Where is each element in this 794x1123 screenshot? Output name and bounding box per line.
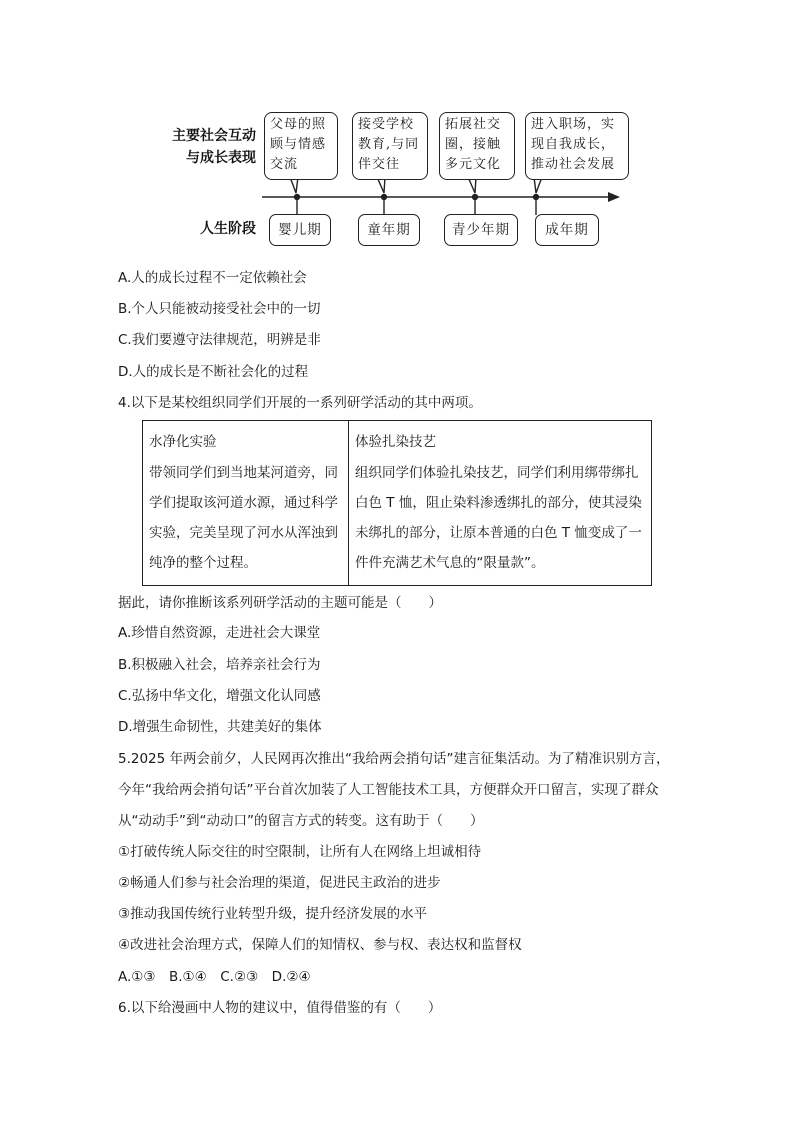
bubble-line: 推动社会发展 — [531, 157, 616, 172]
row-label-line: 主要社会互动 — [172, 128, 256, 144]
table-cell-tiedye — [349, 421, 651, 585]
q4-question: 据此，请你推断该系列研学活动的主题可能是（ ） — [118, 595, 442, 611]
q3-option-c: C.我们要遵守法律规范，明辨是非 — [118, 332, 321, 348]
stage-adulthood: 成年期 — [535, 214, 599, 246]
q3-option-a: A.人的成长过程不一定依赖社会 — [118, 270, 307, 286]
bubble-infancy — [264, 112, 338, 180]
bubble-line: 顾与情感 — [270, 137, 327, 152]
q5-stem-line: 5.2025 年两会前夕，人民网再次推出“我给两会捎句话”建言征集活动。为了精准识别方言， — [118, 751, 670, 767]
cell-title: 体验扎染技艺 — [355, 434, 436, 450]
bubble-line: 接受学校 — [358, 117, 415, 132]
q5-statement-3: ③推动我国传统行业转型升级，提升经济发展的水平 — [118, 906, 428, 922]
bubble-line: 圈，接触 — [445, 137, 502, 152]
cell-line: 白色 T 恤，阻止染料渗透绑扎的部分，使其浸染 — [355, 495, 642, 511]
interaction-row-label — [150, 125, 256, 169]
q4-option-b: B.积极融入社会，培养亲社会行为 — [118, 657, 321, 673]
q4-option-c: C.弘扬中华文化，增强文化认同感 — [118, 688, 321, 704]
q3-option-b: B.个人只能被动接受社会中的一切 — [118, 301, 321, 317]
q5-statement-1: ①打破传统人际交往的时空限制，让所有人在网络上坦诚相待 — [118, 844, 482, 860]
q5-stem-line: 今年“我给两会捎句话”平台首次加装了人工智能技术工具，方便群众开口留言，实现了群众 — [118, 782, 659, 798]
q3-option-d: D.人的成长是不断社会化的过程 — [118, 364, 309, 380]
bubble-line: 伴交往 — [358, 157, 401, 172]
bubble-line: 父母的照 — [270, 117, 327, 132]
cell-line: 学们提取该河道水源，通过科学 — [149, 495, 338, 511]
q6-stem: 6.以下给漫画中人物的建议中，值得借鉴的有（ ） — [118, 1000, 442, 1016]
bubble-line: 多元文化 — [445, 157, 502, 172]
cell-line: 组织同学们体验扎染技艺，同学们利用绑带绑扎 — [355, 465, 639, 481]
q5-stem-line: 从“动动手”到“动动口”的留言方式的转变。这有助于（ ） — [118, 813, 484, 829]
q5-statement-2: ②畅通人们参与社会治理的渠道，促进民主政治的进步 — [118, 875, 441, 891]
bubble-line: 交流 — [270, 157, 299, 172]
q4-option-a: A.珍惜自然资源，走进社会大课堂 — [118, 625, 321, 641]
bubble-adolescence — [439, 112, 515, 180]
bubble-line: 进入职场，实 — [531, 117, 616, 132]
activity-table — [142, 420, 652, 586]
q4-option-d: D.增强生命韧性，共建美好的集体 — [118, 719, 322, 735]
q5-options: A.①③ B.①④ C.②③ D.②④ — [118, 969, 311, 985]
bubble-childhood — [352, 112, 428, 180]
stage-adolescence: 青少年期 — [444, 214, 518, 246]
bubble-line: 拓展社交 — [445, 117, 502, 132]
bubble-adulthood — [525, 112, 629, 180]
cell-line: 带领同学们到当地某河道旁，同 — [149, 465, 338, 481]
cell-line: 纯净的整个过程。 — [149, 555, 257, 571]
stage-row-label: 人生阶段 — [200, 221, 256, 237]
table-cell-water — [143, 421, 349, 585]
q4-stem: 4.以下是某校组织同学们开展的一系列研学活动的其中两项。 — [118, 395, 482, 411]
cell-title: 水净化实验 — [149, 434, 217, 450]
stage-infancy: 婴儿期 — [269, 214, 331, 246]
stage-childhood: 童年期 — [358, 214, 420, 246]
bubble-line: 教育,与同 — [358, 137, 420, 152]
q5-statement-4: ④改进社会治理方式，保障人们的知情权、参与权、表达权和监督权 — [118, 937, 522, 953]
cell-line: 未绑扎的部分，让原本普通的白色 T 恤变成了一 — [355, 525, 642, 541]
cell-line: 实验，完美呈现了河水从浑浊到 — [149, 525, 338, 541]
cell-line: 件件充满艺术气息的“限量款”。 — [355, 555, 545, 571]
bubble-line: 现自我成长， — [531, 137, 616, 152]
row-label-line: 与成长表现 — [186, 150, 256, 166]
life-stage-diagram — [150, 105, 630, 255]
